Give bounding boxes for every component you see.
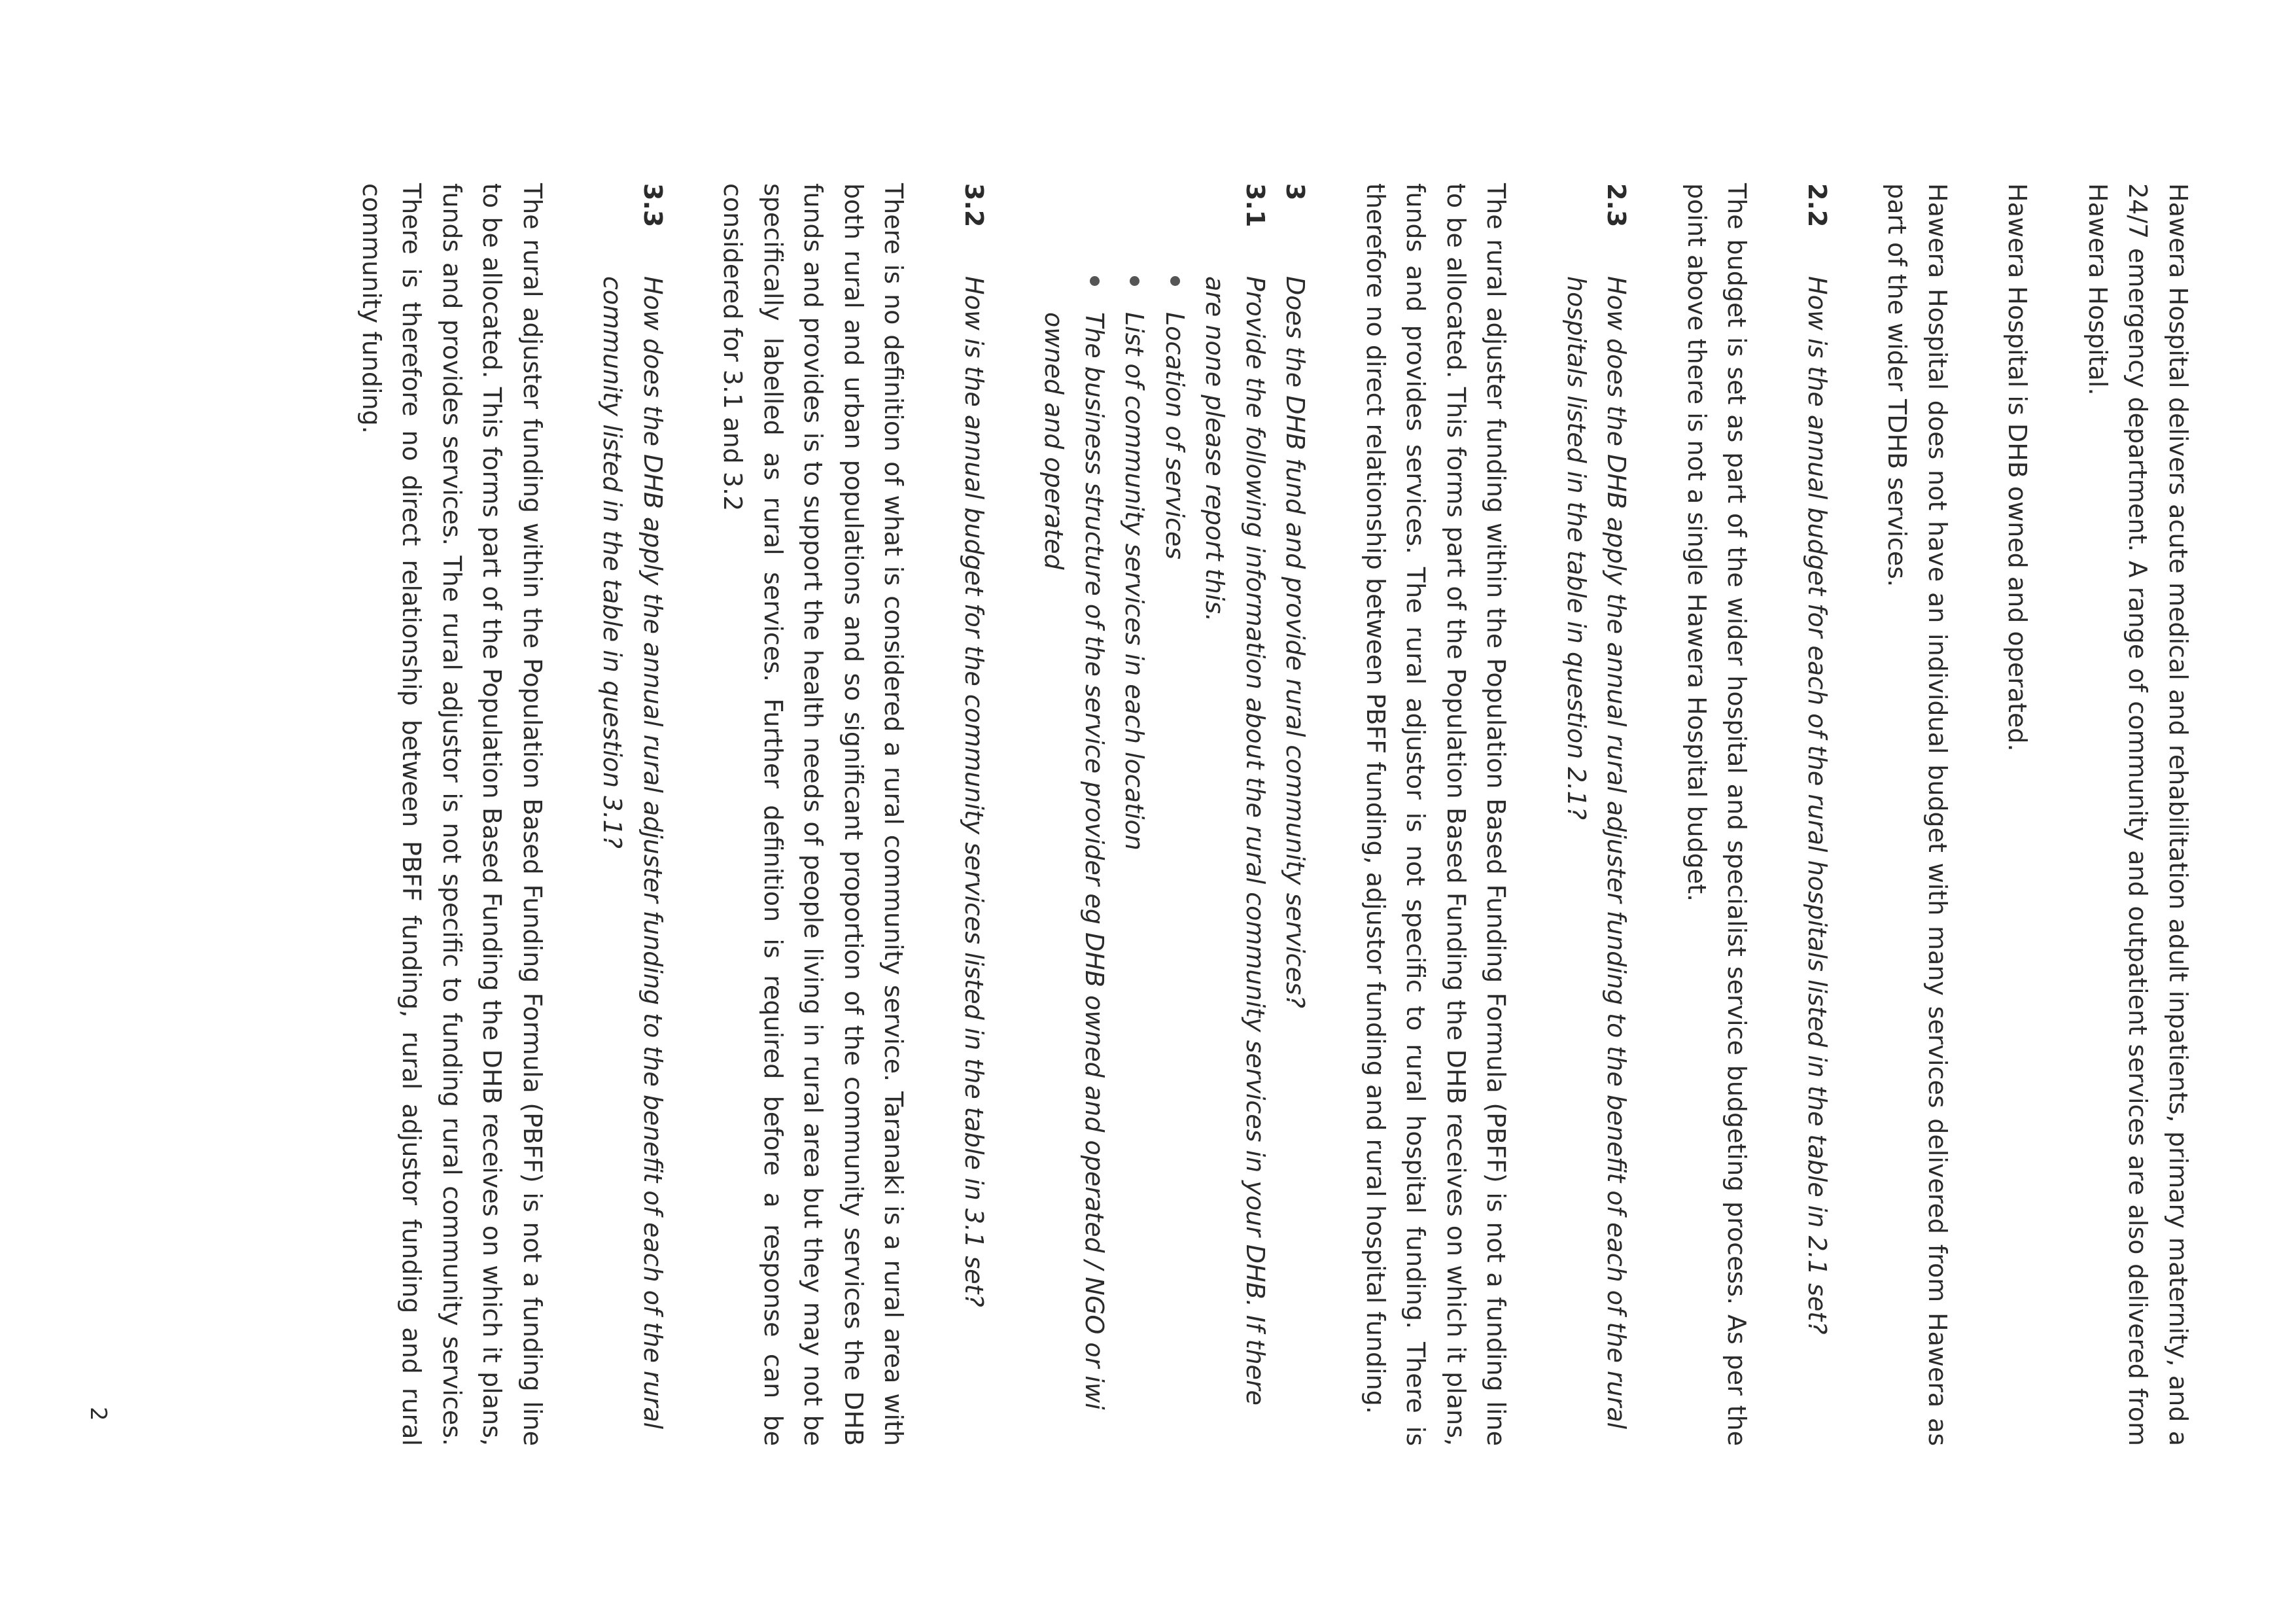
paragraph-rural-community-definition: There is no definition of what is considered a rural community service. Taranaki is a rural area with both rural and urban populations and so significant proportion of the community services the DHB funds and provides is to support the health needs of people living in rural area but they may not be specifically labelled as rural services. Further definition is required before a response can be considered for 3.1 and 3.2	[718, 183, 909, 1446]
question-3	[1275, 183, 1315, 1446]
question-number: 3.1	[1241, 183, 1270, 228]
question-3-1	[1194, 183, 1275, 1446]
question-number: 2.3	[1602, 183, 1631, 228]
list-item: List of community services in each location	[1114, 276, 1155, 1446]
question-3-3	[592, 183, 672, 1446]
paragraph-hawera-budget: Hawera Hospital does not have an individual budget with many services delivered from Hawera as part of the wider TDHB services.	[1883, 183, 1952, 1446]
question-text: Does the DHB fund and provide rural community services?	[1281, 276, 1310, 1008]
question-number: 2.2	[1803, 183, 1832, 228]
document-body	[311, 183, 2199, 1446]
question-2-3	[1556, 183, 1637, 1446]
question-number: 3	[1281, 183, 1310, 201]
question-text: How does the DHB apply the annual rural adjuster funding to the benefit of each of the rural hospitals listed in the table in question 2.1?	[1562, 276, 1631, 1430]
paragraph-hawera-ownership: Hawera Hospital is DHB owned and operated.	[2003, 183, 2032, 752]
question-3-2	[954, 183, 994, 1446]
question-2-2	[1797, 183, 1837, 1446]
paragraph-rural-adjuster-community: The rural adjuster funding within the Population Based Funding Formula (PBFF) is not a funding line to be allocated. This forms part of the Population Based Funding the DHB receives on which it plans, funds and provides services. The rural adjustor is not specific to funding rural community services. There is therefore no direct relationship between PBFF funding, rural adjustor funding and rural community funding.	[357, 183, 547, 1446]
list-item: The business structure of the service provider eg DHB owned and operated / NGO or iwi owned and operated	[1034, 276, 1114, 1446]
paragraph-budget-process: The budget is set as part of the wider hospital and specialist service budgeting process. As per the point above there is not a single Hawera Hospital budget.	[1682, 183, 1752, 1446]
page-number: 2	[85, 1407, 111, 1421]
question-number: 3.3	[638, 183, 667, 228]
list-item: Location of services	[1155, 276, 1195, 1446]
question-text: How is the annual budget for each of the rural hospitals listed in the table in 2.1 set?	[1803, 276, 1832, 1335]
bullet-list	[1034, 276, 1194, 1446]
question-text: How does the DHB apply the annual rural adjuster funding to the benefit of each of the rural community listed in the table in question 3.1?	[598, 276, 667, 1430]
question-text: Provide the following information about the rural community services in your DHB. If there are none please report this.	[1200, 276, 1270, 1405]
question-text: How is the annual budget for the community services listed in the table in 3.1 set?	[960, 276, 988, 1307]
paragraph-rural-adjuster-hospital: The rural adjuster funding within the Population Based Funding Formula (PBFF) is not a funding line to be allocated. This forms part of the Population Based Funding the DHB receives on which it plans, funds and provides services. The rural adjustor is not specific to rural hospital funding. There is therefore no direct relationship between PBFF funding, adjustor funding and rural hospital funding.	[1361, 183, 1511, 1446]
question-number: 3.2	[960, 183, 988, 228]
paragraph-hawera-services: Hawera Hospital delivers acute medical and rehabilitation adult inpatients, primary maternity, and a 24/7 emergency department. A range of community and outpatient services are also delivered from Hawera Hospital.	[2083, 183, 2193, 1446]
